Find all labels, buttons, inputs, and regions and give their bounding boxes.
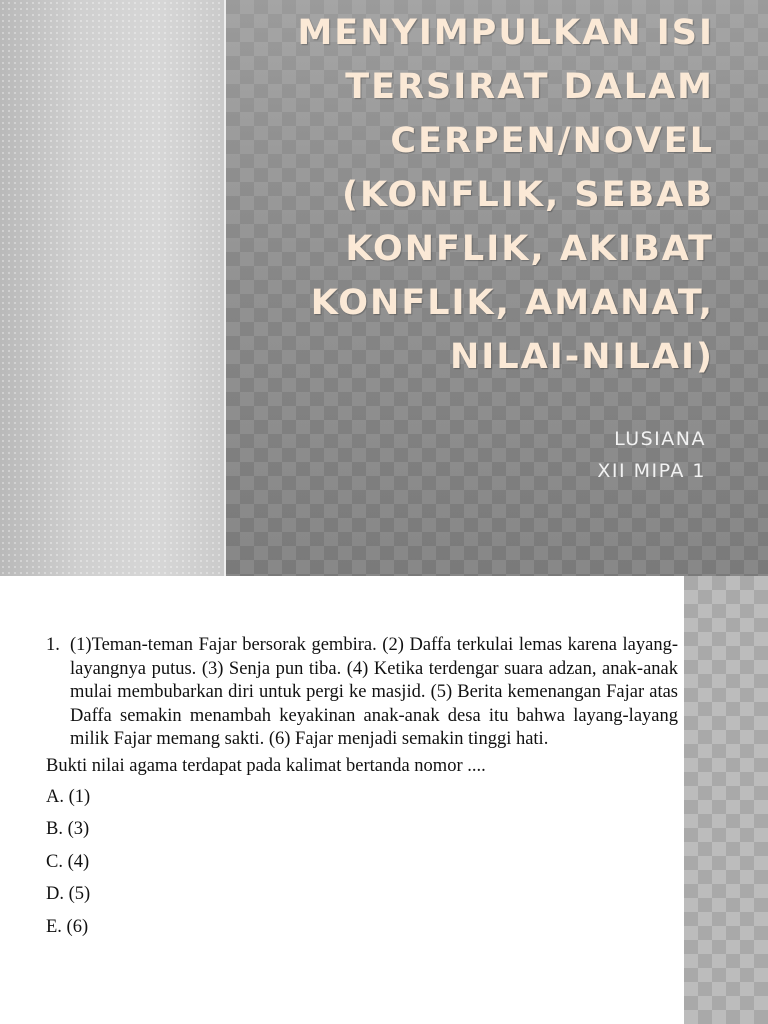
question-number: 1. bbox=[46, 635, 60, 655]
option-a: A. (1) bbox=[46, 786, 91, 807]
option-d: D. (5) bbox=[46, 884, 91, 905]
slide-subtitle bbox=[597, 423, 706, 487]
answer-options bbox=[46, 786, 678, 949]
option-b: B. (3) bbox=[46, 819, 90, 840]
slide-left-panel bbox=[0, 0, 225, 576]
question-slide bbox=[0, 576, 768, 1024]
class-name: XII MIPA 1 bbox=[597, 460, 706, 482]
author-name: LUSIANA bbox=[614, 428, 706, 450]
question-block bbox=[46, 634, 678, 948]
option-e: E. (6) bbox=[46, 916, 89, 937]
slide-title: MENYIMPULKAN ISI TERSIRAT DALAM CERPEN/NOVEL (KONFLIK, SEBAB KONFLIK, AKIBAT KONFLIK, AMANAT, NILAI-NILAI) bbox=[297, 13, 714, 377]
decorative-strip bbox=[684, 576, 768, 1024]
question-prompt: Bukti nilai agama terdapat pada kalimat bertanda nomor .... bbox=[46, 755, 486, 776]
question-passage: (1)Teman-teman Fajar bersorak gembira. (2) Daffa terkulai lemas karena layang-layangnya putus. (3) Senja pun tiba. (4) Ketika terdengar suara adzan, anak-anak mulai membubarkan diri untuk pergi ke masjid. (5) Berita kemenangan Fajar atas Daffa semakin menambah keyakinan anak-anak desa itu bahwa layang-layang milik Fajar memang sakti. (6) Fajar menjadi semakin tinggi hati. bbox=[70, 635, 678, 750]
option-c: C. (4) bbox=[46, 851, 90, 872]
question-item bbox=[46, 634, 678, 752]
